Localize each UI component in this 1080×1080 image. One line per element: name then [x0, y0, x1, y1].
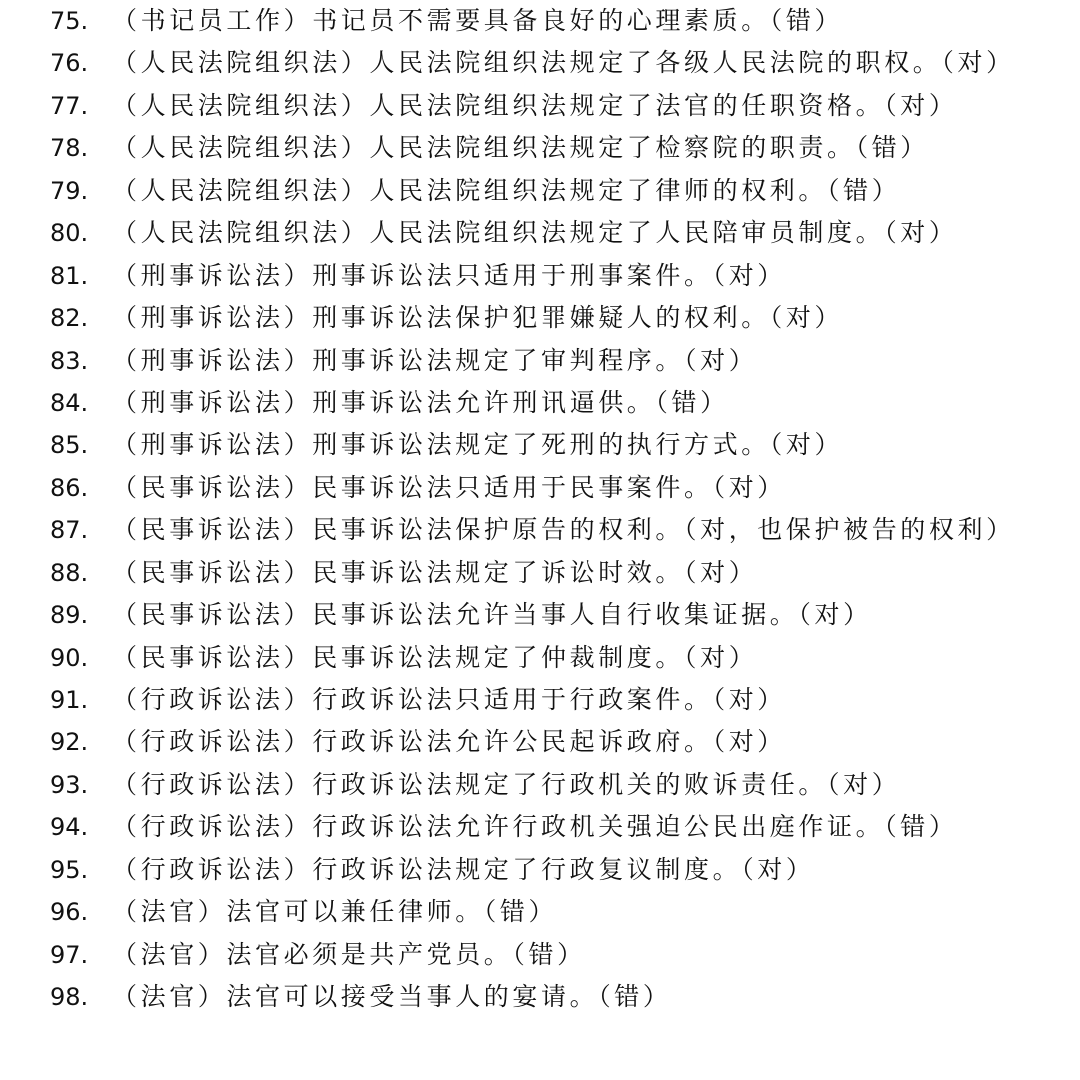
list-item [50, 382, 1070, 424]
item-text: （人民法院组织法）人民法院组织法规定了人民陪审员制度。（对） [112, 218, 958, 248]
list-item [50, 679, 1070, 721]
item-number: 86. [50, 473, 89, 502]
list-item [50, 721, 1070, 763]
list-item [50, 849, 1070, 891]
item-number: 76. [50, 49, 89, 78]
item-number: 91. [50, 686, 89, 714]
question-list [50, 0, 1070, 1019]
item-text: （刑事诉讼法）刑事诉讼法只适用于刑事案件。（对） [112, 260, 786, 290]
item-text: （法官）法官可以接受当事人的宴请。（错） [112, 982, 672, 1012]
item-text: （人民法院组织法）人民法院组织法规定了法官的任职资格。（对） [112, 90, 958, 120]
list-item [50, 891, 1070, 933]
list-item [50, 509, 1070, 551]
list-item [50, 806, 1070, 848]
list-item [50, 42, 1070, 84]
list-item [50, 424, 1070, 466]
item-number: 84. [50, 388, 89, 417]
item-number: 93. [50, 770, 89, 799]
item-number: 80. [50, 219, 89, 248]
item-text: （行政诉讼法）行政诉讼法允许公民起诉政府。（对） [112, 727, 786, 757]
item-number: 87. [50, 516, 89, 545]
item-text: （民事诉讼法）民事诉讼法保护原告的权利。（对，也保护被告的权利） [112, 515, 1015, 545]
item-number: 90. [50, 643, 89, 672]
list-item [50, 594, 1070, 636]
item-text: （法官）法官可以兼任律师。（错） [112, 897, 558, 927]
item-number: 81. [50, 261, 89, 290]
list-item [50, 170, 1070, 212]
item-text: （刑事诉讼法）刑事诉讼法保护犯罪嫌疑人的权利。（对） [112, 303, 844, 333]
item-number: 85. [50, 431, 89, 460]
list-item [50, 212, 1070, 254]
item-number: 97. [50, 940, 89, 969]
list-item [50, 85, 1070, 127]
item-text: （人民法院组织法）人民法院组织法规定了检察院的职责。（错） [112, 133, 929, 163]
item-number: 94. [50, 813, 89, 842]
item-text: （刑事诉讼法）刑事诉讼法允许刑讯逼供。（错） [112, 387, 729, 417]
item-number: 83. [50, 346, 89, 375]
item-text: （人民法院组织法）人民法院组织法规定了各级人民法院的职权。（对） [112, 48, 1015, 78]
item-number: 79. [50, 176, 89, 205]
item-number: 78. [50, 134, 89, 163]
item-number: 96. [50, 898, 89, 927]
item-text: （行政诉讼法）行政诉讼法规定了行政机关的败诉责任。（对） [112, 769, 901, 799]
list-item [50, 340, 1070, 382]
item-text: （民事诉讼法）民事诉讼法只适用于民事案件。（对） [112, 472, 786, 502]
list-item [50, 0, 1070, 42]
item-text: （书记员工作）书记员不需要具备良好的心理素质。（错） [112, 6, 844, 35]
item-number: 77. [50, 91, 89, 120]
item-text: （刑事诉讼法）刑事诉讼法规定了审判程序。（对） [112, 345, 758, 375]
item-text: （民事诉讼法）民事诉讼法允许当事人自行收集证据。（对） [112, 600, 872, 630]
list-item [50, 297, 1070, 339]
list-item [50, 764, 1070, 806]
item-text: （行政诉讼法）行政诉讼法规定了行政复议制度。（对） [112, 854, 815, 884]
item-text: （行政诉讼法）行政诉讼法只适用于行政案件。（对） [112, 685, 786, 714]
list-item [50, 637, 1070, 679]
item-text: （民事诉讼法）民事诉讼法规定了仲裁制度。（对） [112, 642, 758, 672]
list-item [50, 552, 1070, 594]
item-number: 75. [50, 7, 89, 35]
item-number: 82. [50, 304, 89, 333]
item-number: 98. [50, 983, 89, 1012]
item-number: 89. [50, 601, 89, 630]
item-number: 88. [50, 558, 89, 587]
list-item [50, 934, 1070, 976]
item-number: 95. [50, 855, 89, 884]
item-number: 92. [50, 728, 89, 757]
item-text: （刑事诉讼法）刑事诉讼法规定了死刑的执行方式。（对） [112, 430, 844, 460]
item-text: （法官）法官必须是共产党员。（错） [112, 939, 586, 969]
item-text: （人民法院组织法）人民法院组织法规定了律师的权利。（错） [112, 175, 901, 205]
list-item [50, 976, 1070, 1018]
item-text: （民事诉讼法）民事诉讼法规定了诉讼时效。（对） [112, 557, 758, 587]
list-item [50, 255, 1070, 297]
list-item [50, 467, 1070, 509]
list-item [50, 127, 1070, 169]
item-text: （行政诉讼法）行政诉讼法允许行政机关强迫公民出庭作证。（错） [112, 812, 958, 842]
